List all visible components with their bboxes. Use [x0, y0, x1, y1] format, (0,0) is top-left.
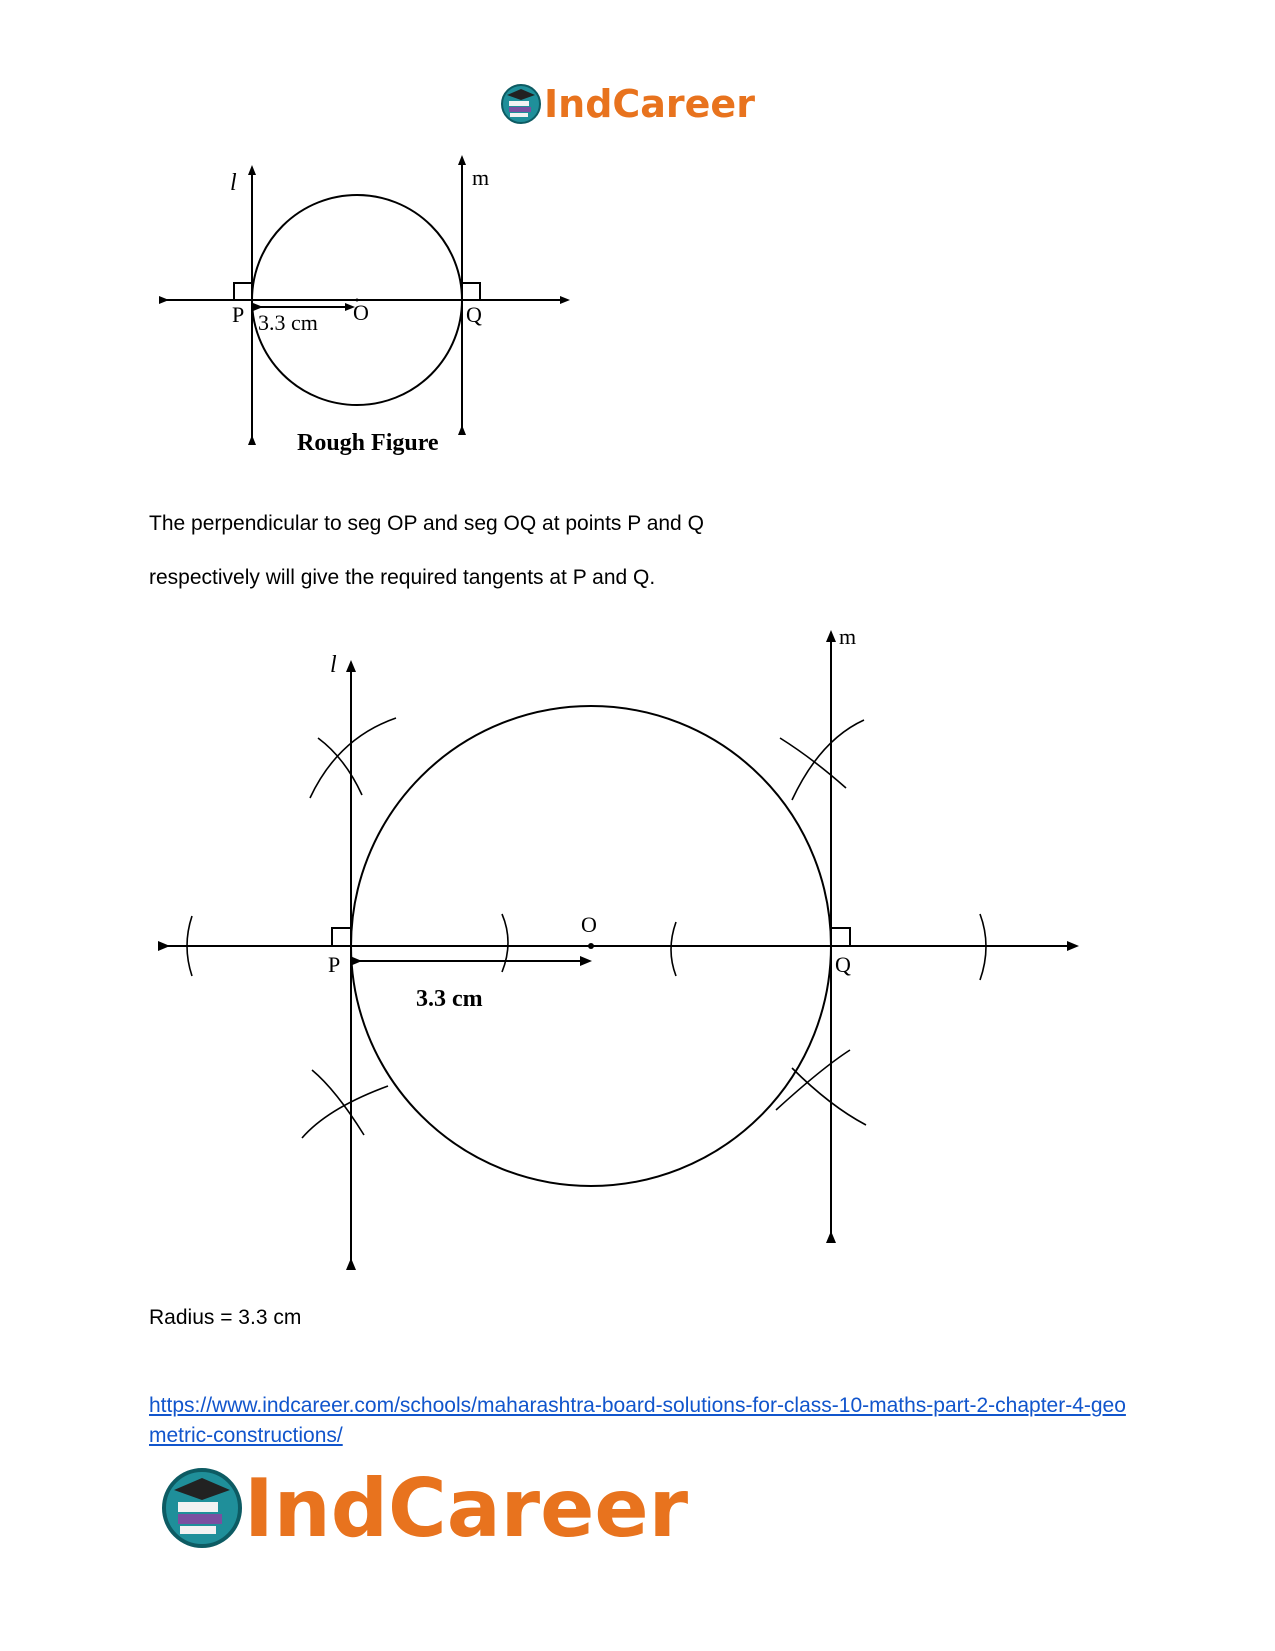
header-logo: [500, 80, 755, 128]
rough-label-l: l: [230, 170, 237, 196]
radius-text: Radius = 3.3 cm: [149, 1306, 302, 1329]
arc-mark-6: [310, 718, 396, 798]
construction-right-angle-q: [831, 928, 850, 946]
arc-mark-3: [671, 922, 676, 976]
construction-label-q: Q: [835, 952, 851, 977]
logo-globe-icon: [160, 1466, 244, 1550]
footer-logo: [160, 1462, 688, 1554]
construction-center-dot: [588, 943, 594, 949]
construction-radius-label: 3.3 cm: [416, 986, 483, 1012]
rough-label-q: Q: [466, 302, 482, 327]
logo-globe-icon: [500, 83, 542, 125]
rough-label-p: P: [232, 302, 245, 327]
rough-radius-label: 3.3 cm: [258, 310, 318, 335]
source-link[interactable]: https://www.indcareer.com/schools/maharashtra-board-solutions-for-class-10-maths-part-2-chapter-4-geometric-constructions/: [149, 1394, 1126, 1447]
body-line-2: respectively will give the required tangents at P and Q.: [149, 566, 656, 589]
logo-text: IndCareer: [244, 1461, 689, 1555]
logo-text: IndCareer: [544, 82, 755, 126]
construction-label-m: m: [839, 624, 857, 649]
construction-label-l: l: [330, 652, 337, 678]
rough-label-m: m: [472, 165, 490, 190]
rough-figure: [150, 150, 570, 470]
arc-mark-11: [776, 1050, 850, 1110]
rough-caption: Rough Figure: [297, 430, 439, 456]
construction-right-angle-p: [332, 928, 351, 946]
body-line-1: The perpendicular to seg OP and seg OQ at points P and Q: [149, 512, 704, 535]
arc-mark-5: [318, 738, 362, 795]
arc-mark-8: [302, 1086, 388, 1138]
construction-label-p: P: [328, 952, 341, 977]
rough-right-angle-p: [234, 283, 252, 300]
arc-mark-2: [502, 914, 508, 972]
rough-right-angle-q: [462, 283, 480, 300]
construction-figure: [150, 620, 1090, 1280]
arc-mark-12: [792, 1068, 866, 1125]
rough-label-o: O: [353, 300, 369, 325]
arc-mark-7: [312, 1070, 364, 1135]
arc-mark-10: [792, 720, 864, 800]
construction-label-o: O: [581, 912, 597, 937]
